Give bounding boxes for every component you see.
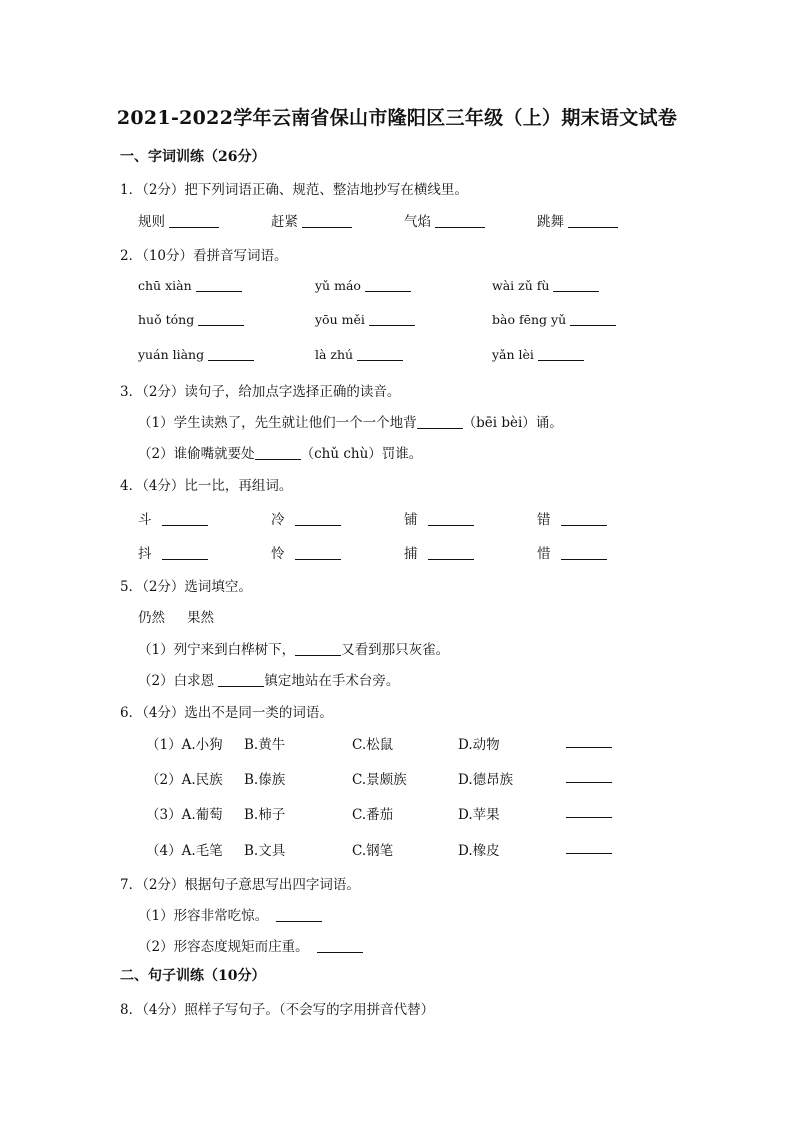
compare-row-2 [0, 542, 794, 562]
answer-blank[interactable] [295, 641, 341, 656]
word-option: 果然 [187, 610, 214, 626]
option-a: （3）A.葡萄 [146, 807, 223, 823]
answer-blank[interactable] [169, 213, 219, 228]
answer-blank[interactable] [255, 445, 301, 460]
answer-blank[interactable] [566, 803, 612, 818]
answer-blank[interactable] [566, 768, 612, 783]
option-b: B.傣族 [244, 772, 286, 788]
option-d: D.苹果 [458, 807, 500, 823]
answer-blank[interactable] [566, 733, 612, 748]
option-d: D.橡皮 [458, 843, 500, 859]
question-3-item-1: （1）学生读熟了，先生就让他们一个一个地背 （bēi bèi）诵。 [138, 415, 563, 431]
option-a: （4）A.毛笔 [146, 843, 223, 859]
pinyin-item: là zhú [315, 346, 403, 362]
answer-blank[interactable] [162, 511, 208, 526]
option-a: （1）A.小狗 [146, 737, 223, 753]
answer-blank[interactable] [276, 907, 322, 922]
compare-item: 铺 [404, 508, 474, 528]
compare-item: 斗 [138, 508, 208, 528]
answer-blank[interactable] [435, 213, 485, 228]
question-7-item-2: （2）形容态度规矩而庄重。 [138, 935, 363, 955]
compare-item: 怜 [271, 542, 341, 562]
compare-item: 抖 [138, 542, 208, 562]
answer-blank[interactable] [538, 346, 584, 361]
copy-item: 规则 [138, 210, 219, 230]
pinyin-item: chū xiàn [138, 277, 242, 293]
compare-item: 捕 [404, 542, 474, 562]
answer-blank[interactable] [428, 511, 474, 526]
word-option: 仍然 [138, 610, 165, 626]
compare-item: 冷 [271, 508, 341, 528]
compare-item: 惜 [537, 542, 607, 562]
pinyin-row [0, 277, 794, 297]
answer-blank[interactable] [365, 277, 411, 292]
choice-row [0, 839, 794, 859]
question-5-stem: 5．（2分）选词填空。 [120, 579, 252, 595]
answer-blank[interactable] [357, 346, 403, 361]
compare-item: 错 [537, 508, 607, 528]
option-b: B.黄牛 [244, 737, 286, 753]
answer-blank[interactable] [198, 311, 244, 326]
choice-row [0, 768, 794, 788]
answer-blank[interactable] [295, 511, 341, 526]
question-7-item-1: （1）形容非常吃惊。 [138, 904, 322, 924]
answer-blank[interactable] [162, 545, 208, 560]
answer-blank[interactable] [570, 311, 616, 326]
option-a: （2）A.民族 [146, 772, 223, 788]
pinyin-item: bào fēng yǔ [492, 311, 616, 327]
pinyin-item: yǎn lèi [492, 346, 584, 362]
pinyin-item: yuán liàng [138, 346, 254, 362]
question-6-stem: 6．（4分）选出不是同一类的词语。 [120, 705, 333, 721]
pinyin-item: yǔ máo [315, 277, 411, 293]
copy-item: 跳舞 [537, 210, 618, 230]
pinyin-item: yōu měi [315, 311, 415, 327]
choice-row [0, 803, 794, 823]
question-1-words [0, 210, 794, 230]
answer-blank[interactable] [417, 414, 463, 429]
answer-blank[interactable] [568, 213, 618, 228]
option-c: C.松鼠 [352, 737, 394, 753]
answer-blank[interactable] [561, 511, 607, 526]
answer-blank[interactable] [428, 545, 474, 560]
copy-item: 气焰 [404, 210, 485, 230]
pinyin-row [0, 346, 794, 366]
word-options [138, 606, 236, 626]
compare-row-1 [0, 508, 794, 528]
option-c: C.景颇族 [352, 772, 407, 788]
answer-blank[interactable] [218, 672, 264, 687]
option-b: B.文具 [244, 843, 286, 859]
option-b: B.柿子 [244, 807, 286, 823]
page-title: 2021-2022学年云南省保山市隆阳区三年级（上）期末语文试卷 [116, 107, 678, 129]
answer-blank[interactable] [302, 213, 352, 228]
question-7-stem: 7．（2分）根据句子意思写出四字词语。 [120, 877, 360, 893]
question-2-stem: 2．（10分）看拼音写词语。 [120, 248, 288, 264]
question-1-stem: 1．（2分）把下列词语正确、规范、整洁地抄写在横线里。 [120, 182, 468, 198]
section-heading-2: 二、句子训练（10分） [120, 968, 266, 984]
answer-blank[interactable] [196, 277, 242, 292]
question-8-stem: 8．（4分）照样子写句子。（不会写的字用拼音代替） [120, 1002, 435, 1018]
answer-blank[interactable] [566, 839, 612, 854]
answer-blank[interactable] [295, 545, 341, 560]
choice-row [0, 733, 794, 753]
pinyin-item: wài zǔ fù [492, 277, 599, 293]
option-d: D.动物 [458, 737, 500, 753]
section-heading-1: 一、字词训练（26分） [120, 149, 266, 165]
question-4-stem: 4．（4分）比一比，再组词。 [120, 478, 293, 494]
answer-blank[interactable] [208, 346, 254, 361]
pinyin-row [0, 311, 794, 331]
answer-blank[interactable] [369, 311, 415, 326]
question-5-item-2: （2）白求恩 镇定地站在手术台旁。 [138, 673, 400, 689]
question-5-item-1: （1）列宁来到白桦树下， 又看到那只灰雀。 [138, 642, 450, 658]
pinyin-item: huǒ tóng [138, 311, 244, 327]
option-c: C.钢笔 [352, 843, 394, 859]
answer-blank[interactable] [553, 277, 599, 292]
option-c: C.番茄 [352, 807, 394, 823]
question-3-item-2: （2）谁偷嘴就要处 （chǔ chù）罚谁。 [138, 446, 423, 462]
copy-item: 赶紧 [271, 210, 352, 230]
answer-blank[interactable] [561, 545, 607, 560]
option-d: D.德昂族 [458, 772, 514, 788]
answer-blank[interactable] [317, 938, 363, 953]
question-3-stem: 3．（2分）读句子，给加点字选择正确的读音。 [120, 384, 401, 400]
